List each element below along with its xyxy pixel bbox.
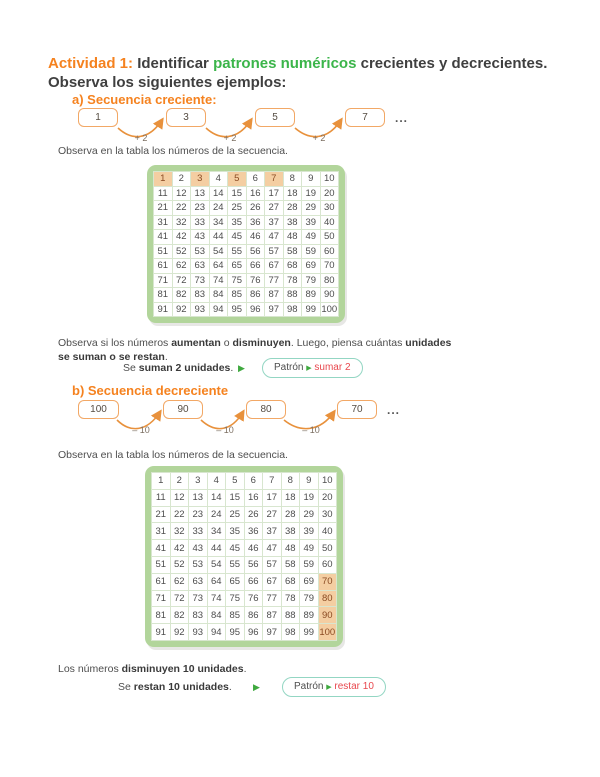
table-cell-1: 1 <box>154 172 172 186</box>
table-cell-25: 25 <box>228 201 246 215</box>
green-triangle-icon: ▶ <box>253 682 260 692</box>
table-cell-93: 93 <box>189 624 207 640</box>
table-cell-47: 47 <box>263 540 281 556</box>
page-header <box>48 54 568 92</box>
table-cell-50: 50 <box>321 230 339 244</box>
table-cell-9: 9 <box>302 172 320 186</box>
table-cell-37: 37 <box>263 523 281 539</box>
step-label: + 2 <box>223 133 237 143</box>
table-cell-7: 7 <box>265 172 283 186</box>
ellipsis: ... <box>387 403 401 417</box>
table-cell-2: 2 <box>173 172 191 186</box>
table-cell-52: 52 <box>171 557 189 573</box>
table-cell-58: 58 <box>282 557 300 573</box>
table-cell-70: 70 <box>319 574 337 590</box>
table-cell-27: 27 <box>263 507 281 523</box>
table-cell-60: 60 <box>321 245 339 259</box>
table-cell-41: 41 <box>152 540 170 556</box>
section-a-heading: a) Secuencia creciente: <box>72 92 217 107</box>
table-cell-95: 95 <box>226 624 244 640</box>
pattern-badge-a <box>262 358 363 378</box>
ellipsis: ... <box>395 111 409 125</box>
table-cell-21: 21 <box>152 507 170 523</box>
table-cell-66: 66 <box>245 574 263 590</box>
table-cell-49: 49 <box>302 230 320 244</box>
table-cell-55: 55 <box>228 245 246 259</box>
table-cell-2: 2 <box>171 473 189 489</box>
table-cell-67: 67 <box>263 574 281 590</box>
table-cell-35: 35 <box>228 216 246 230</box>
table-cell-17: 17 <box>263 490 281 506</box>
table-cell-67: 67 <box>265 259 283 273</box>
table-cell-40: 40 <box>319 523 337 539</box>
table-cell-5: 5 <box>228 172 246 186</box>
table-cell-37: 37 <box>265 216 283 230</box>
table-intro-a: Observa en la tabla los números de la secuencia. <box>58 145 288 157</box>
table-cell-97: 97 <box>263 624 281 640</box>
table-cell-59: 59 <box>300 557 318 573</box>
table-cell-80: 80 <box>321 274 339 288</box>
table-cell-61: 61 <box>154 259 172 273</box>
table-cell-38: 38 <box>284 216 302 230</box>
table-cell-96: 96 <box>245 624 263 640</box>
table-cell-29: 29 <box>300 507 318 523</box>
table-cell-10: 10 <box>321 172 339 186</box>
table-cell-86: 86 <box>247 288 265 302</box>
table-cell-47: 47 <box>265 230 283 244</box>
table-cell-92: 92 <box>173 303 191 317</box>
table-cell-45: 45 <box>228 230 246 244</box>
table-cell-64: 64 <box>210 259 228 273</box>
table-cell-14: 14 <box>208 490 226 506</box>
table-cell-82: 82 <box>171 607 189 623</box>
table-cell-16: 16 <box>247 187 265 201</box>
table-cell-19: 19 <box>302 187 320 201</box>
table-cell-94: 94 <box>208 624 226 640</box>
table-cell-65: 65 <box>226 574 244 590</box>
table-cell-50: 50 <box>319 540 337 556</box>
table-cell-5: 5 <box>226 473 244 489</box>
table-cell-15: 15 <box>226 490 244 506</box>
table-cell-74: 74 <box>210 274 228 288</box>
table-cell-62: 62 <box>173 259 191 273</box>
table-cell-89: 89 <box>302 288 320 302</box>
table-cell-36: 36 <box>247 216 265 230</box>
table-cell-95: 95 <box>228 303 246 317</box>
table-cell-56: 56 <box>247 245 265 259</box>
table-cell-60: 60 <box>319 557 337 573</box>
table-cell-23: 23 <box>191 201 209 215</box>
badge-label: Patrón <box>294 681 327 692</box>
summary-text-a: Se suman 2 unidades. <box>123 362 234 374</box>
table-cell-29: 29 <box>302 201 320 215</box>
activity-title: Actividad 1: Identificar patrones numéricos crecientes y decrecientes. <box>48 55 548 72</box>
table-cell-13: 13 <box>191 187 209 201</box>
table-cell-68: 68 <box>282 574 300 590</box>
table-cell-10: 10 <box>319 473 337 489</box>
summary-row-b <box>48 681 568 703</box>
table-cell-23: 23 <box>189 507 207 523</box>
table-cell-26: 26 <box>247 201 265 215</box>
table-cell-4: 4 <box>208 473 226 489</box>
table-cell-49: 49 <box>300 540 318 556</box>
badge-arrow-icon: ▶ <box>326 684 332 691</box>
table-cell-99: 99 <box>302 303 320 317</box>
table-cell-41: 41 <box>154 230 172 244</box>
table-cell-42: 42 <box>173 230 191 244</box>
table-cell-54: 54 <box>210 245 228 259</box>
table-cell-35: 35 <box>226 523 244 539</box>
table-cell-96: 96 <box>247 303 265 317</box>
table-cell-32: 32 <box>171 523 189 539</box>
table-cell-48: 48 <box>282 540 300 556</box>
note-b: Los números disminuyen 10 unidades. <box>58 663 247 675</box>
table-cell-89: 89 <box>300 607 318 623</box>
table-cell-65: 65 <box>228 259 246 273</box>
table-cell-19: 19 <box>300 490 318 506</box>
table-cell-71: 71 <box>154 274 172 288</box>
table-cell-11: 11 <box>154 187 172 201</box>
table-cell-45: 45 <box>226 540 244 556</box>
table-cell-97: 97 <box>265 303 283 317</box>
summary-text-b: Se restan 10 unidades. <box>118 681 232 693</box>
table-cell-100: 100 <box>321 303 338 315</box>
table-cell-25: 25 <box>226 507 244 523</box>
table-cell-87: 87 <box>265 288 283 302</box>
badge-value: sumar 2 <box>311 362 351 373</box>
activity-label: Actividad 1: <box>48 55 134 72</box>
table-cell-6: 6 <box>247 172 265 186</box>
table-cell-69: 69 <box>300 574 318 590</box>
table-cell-80: 80 <box>319 591 337 607</box>
table-cell-54: 54 <box>208 557 226 573</box>
table-cell-58: 58 <box>284 245 302 259</box>
table-cell-81: 81 <box>152 607 170 623</box>
number-grid-a <box>153 171 339 317</box>
table-cell-53: 53 <box>189 557 207 573</box>
table-cell-91: 91 <box>152 624 170 640</box>
table-cell-46: 46 <box>245 540 263 556</box>
table-intro-b: Observa en la tabla los números de la secuencia. <box>58 449 288 461</box>
step-label: – 10 <box>302 425 320 435</box>
badge-label: Patrón <box>274 362 307 373</box>
table-cell-26: 26 <box>245 507 263 523</box>
table-cell-33: 33 <box>189 523 207 539</box>
table-cell-99: 99 <box>300 624 318 640</box>
table-cell-83: 83 <box>189 607 207 623</box>
table-cell-63: 63 <box>189 574 207 590</box>
table-cell-8: 8 <box>282 473 300 489</box>
table-cell-53: 53 <box>191 245 209 259</box>
badge-value: restar 10 <box>331 681 374 692</box>
table-cell-43: 43 <box>191 230 209 244</box>
summary-row-a <box>48 362 568 384</box>
step-label: + 2 <box>134 133 148 143</box>
table-cell-62: 62 <box>171 574 189 590</box>
table-cell-92: 92 <box>171 624 189 640</box>
table-cell-77: 77 <box>265 274 283 288</box>
table-cell-22: 22 <box>171 507 189 523</box>
sequence-box: 80 <box>246 400 286 419</box>
table-cell-51: 51 <box>154 245 172 259</box>
page-subtitle: Observa los siguientes ejemplos: <box>48 74 287 91</box>
table-cell-38: 38 <box>282 523 300 539</box>
badge-arrow-icon: ▶ <box>306 365 312 372</box>
table-cell-73: 73 <box>189 591 207 607</box>
table-cell-51: 51 <box>152 557 170 573</box>
table-cell-98: 98 <box>284 303 302 317</box>
table-cell-91: 91 <box>154 303 172 317</box>
pattern-badge-b <box>282 677 386 697</box>
table-cell-76: 76 <box>247 274 265 288</box>
sequence-box: 1 <box>78 108 118 127</box>
table-cell-20: 20 <box>319 490 337 506</box>
step-label: + 2 <box>312 133 326 143</box>
table-cell-15: 15 <box>228 187 246 201</box>
table-cell-66: 66 <box>247 259 265 273</box>
table-cell-44: 44 <box>208 540 226 556</box>
sequence-box: 7 <box>345 108 385 127</box>
table-cell-90: 90 <box>321 288 339 302</box>
table-cell-76: 76 <box>245 591 263 607</box>
green-triangle-icon: ▶ <box>238 363 245 373</box>
table-cell-4: 4 <box>210 172 228 186</box>
table-cell-28: 28 <box>284 201 302 215</box>
table-cell-21: 21 <box>154 201 172 215</box>
sequence-box: 100 <box>78 400 119 419</box>
table-cell-84: 84 <box>208 607 226 623</box>
table-cell-3: 3 <box>189 473 207 489</box>
table-cell-69: 69 <box>302 259 320 273</box>
table-cell-82: 82 <box>173 288 191 302</box>
table-cell-7: 7 <box>263 473 281 489</box>
table-cell-78: 78 <box>282 591 300 607</box>
table-cell-88: 88 <box>284 288 302 302</box>
sequence-box: 90 <box>163 400 203 419</box>
table-cell-72: 72 <box>173 274 191 288</box>
table-cell-8: 8 <box>284 172 302 186</box>
table-cell-16: 16 <box>245 490 263 506</box>
number-table-b <box>145 466 343 647</box>
table-cell-57: 57 <box>265 245 283 259</box>
table-cell-94: 94 <box>210 303 228 317</box>
table-cell-27: 27 <box>265 201 283 215</box>
table-cell-43: 43 <box>189 540 207 556</box>
table-cell-33: 33 <box>191 216 209 230</box>
sequence-box: 70 <box>337 400 377 419</box>
table-cell-44: 44 <box>210 230 228 244</box>
table-cell-52: 52 <box>173 245 191 259</box>
table-cell-9: 9 <box>300 473 318 489</box>
table-cell-71: 71 <box>152 591 170 607</box>
table-cell-55: 55 <box>226 557 244 573</box>
table-cell-79: 79 <box>300 591 318 607</box>
table-cell-68: 68 <box>284 259 302 273</box>
table-cell-85: 85 <box>228 288 246 302</box>
table-cell-30: 30 <box>319 507 337 523</box>
number-grid-b <box>151 472 337 641</box>
table-cell-31: 31 <box>152 523 170 539</box>
table-cell-90: 90 <box>319 607 337 623</box>
table-cell-70: 70 <box>321 259 339 273</box>
table-cell-12: 12 <box>173 187 191 201</box>
step-label: – 10 <box>216 425 234 435</box>
title-highlight: patrones numéricos <box>213 55 357 72</box>
table-cell-77: 77 <box>263 591 281 607</box>
table-cell-98: 98 <box>282 624 300 640</box>
table-cell-34: 34 <box>210 216 228 230</box>
table-cell-22: 22 <box>173 201 191 215</box>
table-cell-36: 36 <box>245 523 263 539</box>
table-cell-63: 63 <box>191 259 209 273</box>
table-cell-6: 6 <box>245 473 263 489</box>
table-cell-87: 87 <box>263 607 281 623</box>
table-cell-20: 20 <box>321 187 339 201</box>
table-cell-59: 59 <box>302 245 320 259</box>
table-cell-100: 100 <box>319 624 337 640</box>
table-cell-30: 30 <box>321 201 339 215</box>
table-cell-75: 75 <box>226 591 244 607</box>
table-cell-61: 61 <box>152 574 170 590</box>
table-cell-28: 28 <box>282 507 300 523</box>
table-cell-40: 40 <box>321 216 339 230</box>
table-cell-12: 12 <box>171 490 189 506</box>
table-cell-57: 57 <box>263 557 281 573</box>
table-cell-78: 78 <box>284 274 302 288</box>
table-cell-46: 46 <box>247 230 265 244</box>
sequence-box: 5 <box>255 108 295 127</box>
table-cell-18: 18 <box>282 490 300 506</box>
table-cell-85: 85 <box>226 607 244 623</box>
table-cell-34: 34 <box>208 523 226 539</box>
table-cell-86: 86 <box>245 607 263 623</box>
table-cell-1: 1 <box>152 473 170 489</box>
table-cell-39: 39 <box>302 216 320 230</box>
table-cell-81: 81 <box>154 288 172 302</box>
table-cell-3: 3 <box>191 172 209 186</box>
table-cell-73: 73 <box>191 274 209 288</box>
table-cell-64: 64 <box>208 574 226 590</box>
table-cell-17: 17 <box>265 187 283 201</box>
table-cell-39: 39 <box>300 523 318 539</box>
table-cell-75: 75 <box>228 274 246 288</box>
step-label: – 10 <box>132 425 150 435</box>
table-cell-83: 83 <box>191 288 209 302</box>
table-cell-14: 14 <box>210 187 228 201</box>
table-cell-72: 72 <box>171 591 189 607</box>
number-table-a <box>147 165 345 323</box>
sequence-box: 3 <box>166 108 206 127</box>
table-cell-32: 32 <box>173 216 191 230</box>
sequence-b <box>48 398 518 442</box>
sequence-a <box>48 106 518 150</box>
table-cell-13: 13 <box>189 490 207 506</box>
table-cell-31: 31 <box>154 216 172 230</box>
table-cell-42: 42 <box>171 540 189 556</box>
table-cell-18: 18 <box>284 187 302 201</box>
table-cell-88: 88 <box>282 607 300 623</box>
table-cell-24: 24 <box>208 507 226 523</box>
table-cell-48: 48 <box>284 230 302 244</box>
table-cell-84: 84 <box>210 288 228 302</box>
section-b-heading: b) Secuencia decreciente <box>72 383 229 398</box>
table-cell-74: 74 <box>208 591 226 607</box>
table-cell-93: 93 <box>191 303 209 317</box>
note-a: Observa si los números aumentan o disminuyen. Luego, piensa cuántas unidades se suman o se restan. <box>58 337 452 363</box>
table-cell-11: 11 <box>152 490 170 506</box>
table-cell-79: 79 <box>302 274 320 288</box>
table-cell-24: 24 <box>210 201 228 215</box>
table-cell-56: 56 <box>245 557 263 573</box>
